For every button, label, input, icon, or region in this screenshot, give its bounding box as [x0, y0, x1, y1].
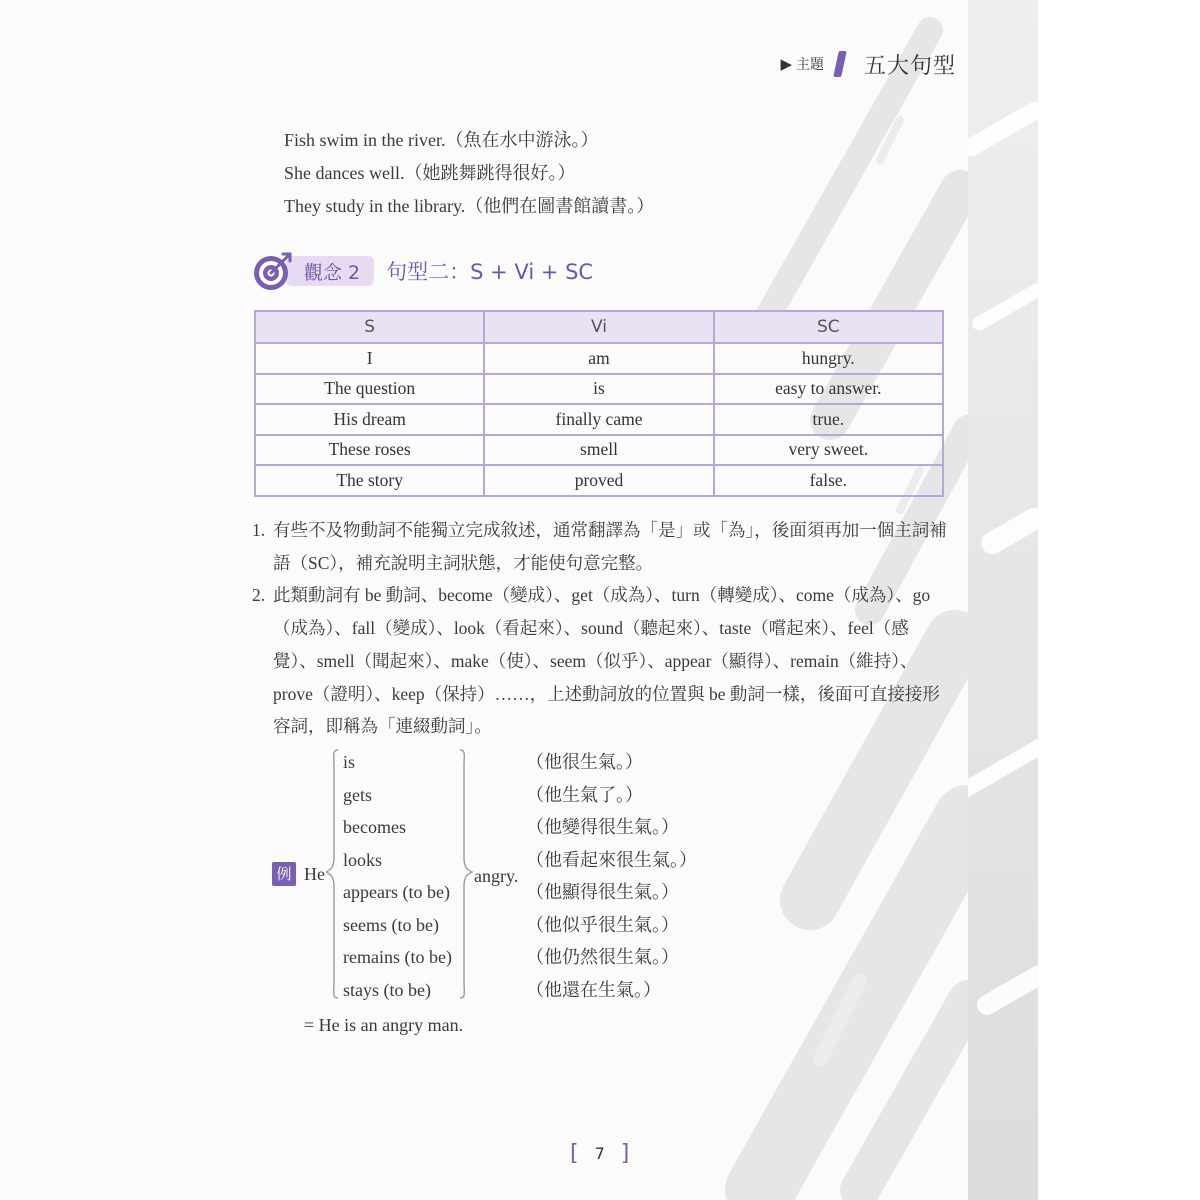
- target-icon: [252, 250, 294, 292]
- note-number: 2.: [252, 585, 266, 606]
- sentence-pattern-table: [254, 310, 944, 497]
- table-row: [255, 404, 943, 435]
- translation: （他生氣了。）: [526, 785, 643, 805]
- table-cell: false.: [714, 465, 943, 496]
- translation: （他顯得很生氣。）: [526, 882, 679, 902]
- table-cell: am: [484, 343, 713, 374]
- table-cell: true.: [714, 404, 943, 435]
- translation: （他還在生氣。）: [526, 980, 661, 1000]
- example-subject: He: [304, 864, 325, 884]
- table-header-row: [255, 311, 943, 343]
- topic-number-mark: [833, 51, 847, 77]
- column-header: S: [255, 311, 484, 343]
- concept-title: 句型二：S + Vi + SC: [386, 260, 594, 284]
- example-sentence: They study in the library.（他們在圖書館讀書。）: [284, 196, 655, 216]
- table-cell: The story: [255, 465, 484, 496]
- table-row: [255, 435, 943, 466]
- page-number-value: 7: [594, 1143, 605, 1163]
- linking-verb: seems (to be): [343, 915, 439, 935]
- example-sentence: Fish swim in the river.（魚在水中游泳。）: [284, 130, 599, 150]
- note-item: [252, 514, 952, 579]
- table-cell: I: [255, 343, 484, 374]
- note-number: 1.: [252, 520, 266, 540]
- example-complement: angry.: [474, 866, 519, 886]
- side-strip: [968, 0, 1038, 1200]
- translation: （他看起來很生氣。）: [526, 850, 697, 870]
- page-number: [570, 1138, 629, 1168]
- table-cell: His dream: [255, 404, 484, 435]
- page-number-close-bracket: ]: [620, 1140, 630, 1166]
- note-text: 有些不及物動詞不能獨立完成敘述，通常翻譯為「是」或「為」，後面須再加一個主詞補語（SC），補充說明主詞狀態，才能使句意完整。: [273, 520, 947, 573]
- table-cell: very sweet.: [714, 435, 943, 466]
- column-header: Vi: [484, 311, 713, 343]
- table-row: [255, 343, 943, 374]
- column-header: SC: [714, 311, 943, 343]
- example-sentences: [284, 124, 654, 223]
- table-row: [255, 465, 943, 496]
- translation: （他變得很生氣。）: [526, 817, 679, 837]
- table-cell: These roses: [255, 435, 484, 466]
- note-text: 此類動詞有 be 動詞、become（變成）、get（成為）、turn（轉變成）、come（成為）、go（成為）、fall（變成）、look（看起來）、sound（聽起來）、taste（嚐起來）、feel（感覺）、smell（聞起來）、make（使）、seem（似乎）、appear（顯得）、remain（維持）、prove（證明）、keep（保持）……，上述動詞放的位置與 be 動詞一樣，後面可直接接形容詞，即稱為「連綴動詞」。: [273, 585, 940, 737]
- table-cell: proved: [484, 465, 713, 496]
- equivalent-sentence: = He is an angry man.: [304, 1015, 464, 1035]
- concept-heading: [252, 250, 593, 292]
- table-cell: easy to answer.: [714, 374, 943, 405]
- table-row: [255, 374, 943, 405]
- note-item: [252, 579, 952, 743]
- linking-verb: appears (to be): [343, 882, 450, 902]
- page-header: [780, 46, 956, 82]
- example-sentence: She dances well.（她跳舞跳得很好。）: [284, 163, 576, 183]
- table-cell: smell: [484, 435, 713, 466]
- linking-verb: stays (to be): [343, 980, 431, 1000]
- table-cell: is: [484, 374, 713, 405]
- linking-verb: is: [343, 752, 356, 772]
- explanation-notes: [252, 514, 952, 743]
- linking-verb: gets: [343, 785, 372, 805]
- linking-verb: remains (to be): [343, 947, 452, 967]
- table-cell: The question: [255, 374, 484, 405]
- translation: （他很生氣。）: [526, 752, 643, 772]
- table-cell: finally came: [484, 404, 713, 435]
- translation: （他仍然很生氣。）: [526, 947, 679, 967]
- translation: （他似乎很生氣。）: [526, 915, 679, 935]
- page-number-open-bracket: [: [570, 1140, 579, 1166]
- linking-verb: becomes: [343, 817, 406, 837]
- concept-tag: 觀念 2: [286, 256, 374, 286]
- header-title: 五大句型: [863, 53, 956, 79]
- example-badge: 例: [272, 862, 296, 886]
- linking-verb: looks: [343, 850, 383, 870]
- table-cell: hungry.: [714, 343, 943, 374]
- header-label: 主題: [795, 57, 824, 73]
- play-arrow-icon: ▶: [780, 55, 792, 73]
